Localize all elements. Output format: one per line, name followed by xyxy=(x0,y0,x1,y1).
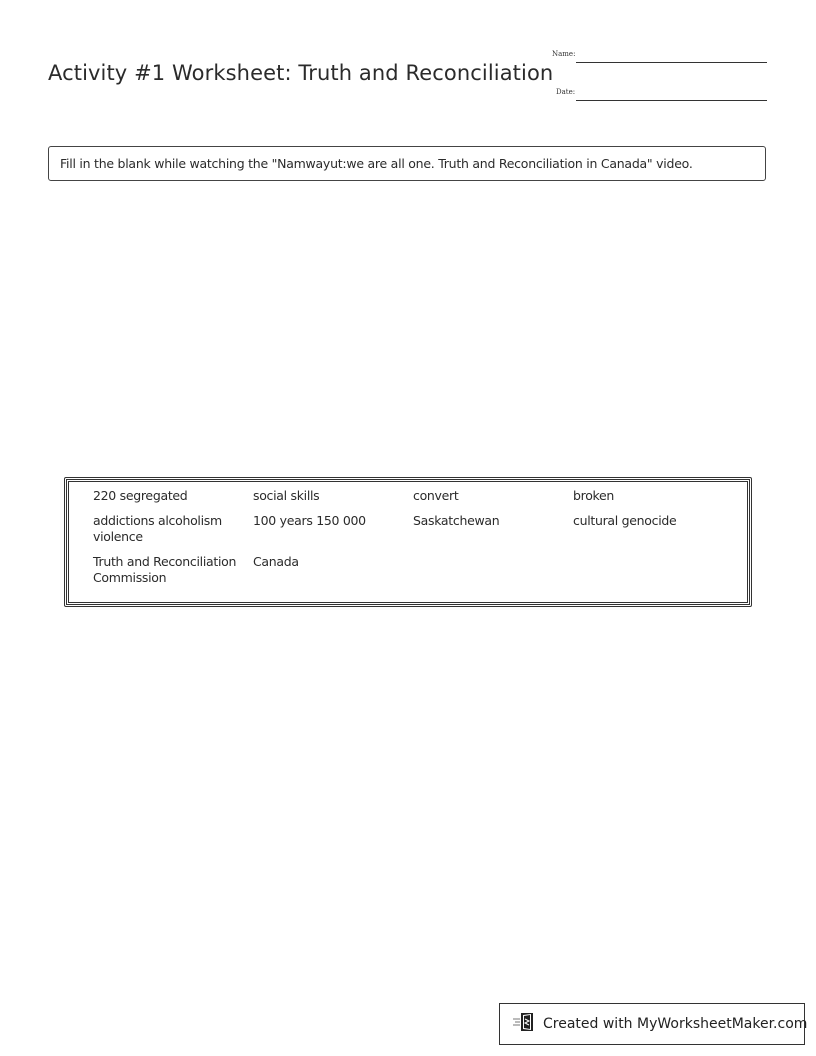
word-bank-item: Canada xyxy=(253,554,299,569)
instructions-box: Fill in the blank while watching the "Namwayut:we are all one. Truth and Reconciliation in Canada" video. xyxy=(48,146,766,181)
word-bank-item: addictions alcoholism violence xyxy=(93,513,222,544)
footer-credit[interactable] xyxy=(499,1003,808,1045)
word-bank xyxy=(64,477,752,607)
word-bank-item: Truth and Reconciliation Commission xyxy=(93,554,237,585)
footer-text: Created with MyWorksheetMaker.com xyxy=(543,1016,808,1032)
word-bank-item: broken xyxy=(573,488,615,503)
word-bank-item: social skills xyxy=(253,488,320,503)
date-label: Date: xyxy=(556,88,576,96)
word-bank-item: 220 segregated xyxy=(93,488,188,503)
word-bank-item: Saskatchewan xyxy=(413,513,500,528)
name-line[interactable] xyxy=(576,62,767,63)
name-label: Name: xyxy=(552,50,576,58)
date-line[interactable] xyxy=(576,100,767,101)
worksheet-door-logo-icon xyxy=(512,1011,543,1037)
word-bank-item: 100 years 150 000 xyxy=(253,513,366,528)
worksheet-title: Activity #1 Worksheet: Truth and Reconciliation xyxy=(48,61,554,86)
word-bank-item: convert xyxy=(413,488,459,503)
word-bank-item: cultural genocide xyxy=(573,513,677,528)
